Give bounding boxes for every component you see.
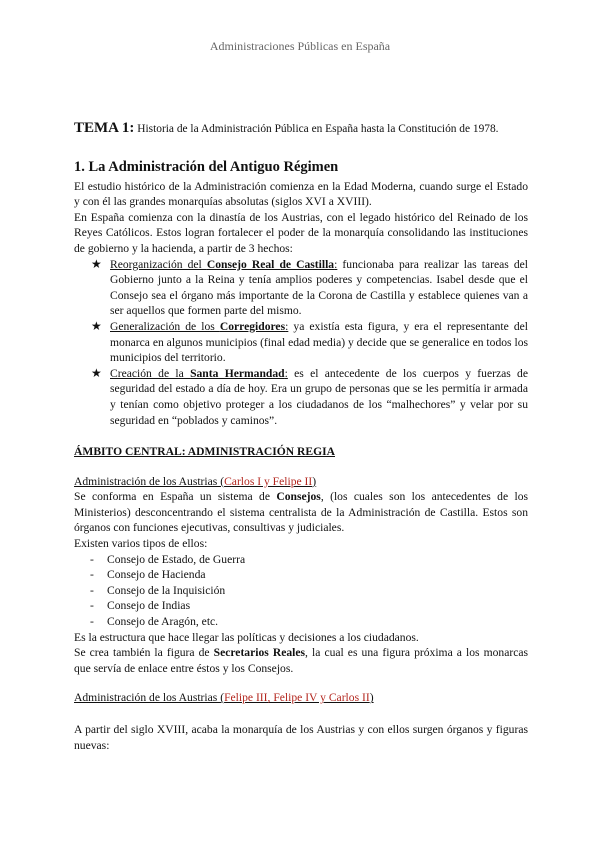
item-bold: Corregidores xyxy=(219,319,286,333)
text-span: , (los cuales son los antecedentes de los Ministerios) desconcentrando el sistema centralista de la Administración de Castilla. Estos son órganos con funciones ejecutivas, consultivas y judiciales. xyxy=(74,490,528,535)
list-item-corregidores xyxy=(91,319,528,366)
section-heading-ambito-central: ÁMBITO CENTRAL: ADMINISTRACIÓN REGIA xyxy=(74,445,336,459)
dash-bullet-icon: - xyxy=(90,552,94,566)
list-item xyxy=(90,614,528,630)
list-item-consejo-real xyxy=(91,257,528,319)
list-item-text: Consejo de Estado, de Guerra xyxy=(107,552,246,566)
subheading-austrias-carlos-felipe xyxy=(74,474,528,490)
item-description: es el antecedente de los cuerpos y fuerzas de seguridad del estado a día de hoy. Era un grupo de personas que se les permitía ir armada y tenían como objetivo proteger a los ciudadanos de los “malhechores” y velar por su seguridad en “poblados y caminos”. xyxy=(110,366,529,427)
bold-term: Consejos xyxy=(276,490,321,504)
item-lead: Generalización de los xyxy=(110,319,220,333)
item-description: ya existía esta figura, y era el representante del monarca en algunos municipios (final edad media) y decide que se generalice en todos los municipios del territorio. xyxy=(110,319,528,365)
subheading-monarchs: Carlos I y Felipe II xyxy=(224,474,313,488)
star-bullet-icon: ★ xyxy=(91,318,102,333)
star-bullet-icon: ★ xyxy=(91,256,102,271)
subheading-monarchs: Felipe III, Felipe IV y Carlos II xyxy=(224,691,370,705)
item-title xyxy=(110,367,288,380)
tema-title xyxy=(74,121,528,138)
item-title xyxy=(110,258,337,271)
paragraph-intro: El estudio histórico de la Administración comienza en la Edad Moderna, cuando surge el Estado y con él las grandes monarquías absolutas (siglos XVI a XVIII). xyxy=(74,179,528,209)
list-item-text: Consejo de la Inquisición xyxy=(107,583,226,597)
item-bold: Consejo Real de Castilla xyxy=(206,257,335,271)
paragraph-austrias: En España comienza con la dinastía de los Austrias, con el legado histórico del Reinado de los Reyes Católicos. Estos logran fortalecer el poder de la monarquía consolidando las instituciones de gobierno y la hacienda, a partir de 3 hechos: xyxy=(74,210,528,255)
section-heading-antiguo-regimen: 1. La Administración del Antiguo Régimen xyxy=(74,158,339,175)
item-colon: : xyxy=(284,366,288,380)
bold-term: Secretarios Reales xyxy=(213,646,306,660)
paragraph-tipos: Existen varios tipos de ellos: xyxy=(74,537,208,551)
list-item-santa-hermandad xyxy=(91,366,528,428)
dash-bullet-icon: - xyxy=(90,615,94,629)
paragraph-siglo-xviii: A partir del siglo XVIII, acaba la monarquía de los Austrias y con ellos surgen órganos y figuras nuevas: xyxy=(74,723,528,752)
item-title xyxy=(110,320,288,333)
item-lead: Creación de la xyxy=(110,366,191,380)
subheading-austrias-felipe-carlos xyxy=(74,690,528,706)
item-description: funcionaba para realizar las tareas del Gobierno junto a la Reina y tenía amplios poderes y competencias. Isabel desde que el Consejo sea el órgano más importante de la Corona de Castilla y establece quienes van a ser aquellos que formen parte del mismo. xyxy=(110,257,528,318)
subheading-label: Administración de los Austrias ( xyxy=(74,691,225,705)
tema-text: Historia de la Administración Pública en España hasta la Constitución de 1978. xyxy=(134,123,499,135)
list-item xyxy=(90,598,528,614)
paragraph-consejos xyxy=(74,489,528,536)
list-item xyxy=(90,552,528,568)
subheading-label: Administración de los Austrias ( xyxy=(74,474,225,488)
consejos-list xyxy=(74,552,528,630)
star-bullet-icon: ★ xyxy=(91,365,102,380)
list-item-text: Consejo de Hacienda xyxy=(107,568,206,582)
document-body xyxy=(74,121,528,753)
item-colon: : xyxy=(285,319,289,333)
list-item xyxy=(90,567,528,583)
dash-bullet-icon: - xyxy=(90,599,94,613)
page-header: Administraciones Públicas en España xyxy=(209,39,391,53)
subheading-close: ) xyxy=(369,691,374,705)
list-item-text: Consejo de Aragón, etc. xyxy=(107,615,219,629)
item-bold: Santa Hermandad xyxy=(190,366,285,380)
paragraph-estructura: Es la estructura que hace llegar las políticas y decisiones a los ciudadanos. xyxy=(74,630,419,644)
item-colon: : xyxy=(334,257,338,271)
dash-bullet-icon: - xyxy=(90,583,94,597)
list-item-text: Consejo de Indias xyxy=(107,599,191,613)
list-item xyxy=(90,583,528,599)
subheading-close: ) xyxy=(312,474,317,488)
item-lead: Reorganización del xyxy=(110,257,207,271)
text-span: Se crea también la figura de xyxy=(74,646,214,660)
tema-label: TEMA 1: xyxy=(74,120,135,136)
paragraph-secretarios xyxy=(74,645,528,676)
dash-bullet-icon: - xyxy=(90,568,94,582)
text-span: Se conforma en España un sistema de xyxy=(74,490,277,504)
text-span: , la cual es una figura próxima a los monarcas que servía de enlace entre éstos y los Consejos. xyxy=(74,646,529,675)
hechos-list xyxy=(74,257,528,429)
